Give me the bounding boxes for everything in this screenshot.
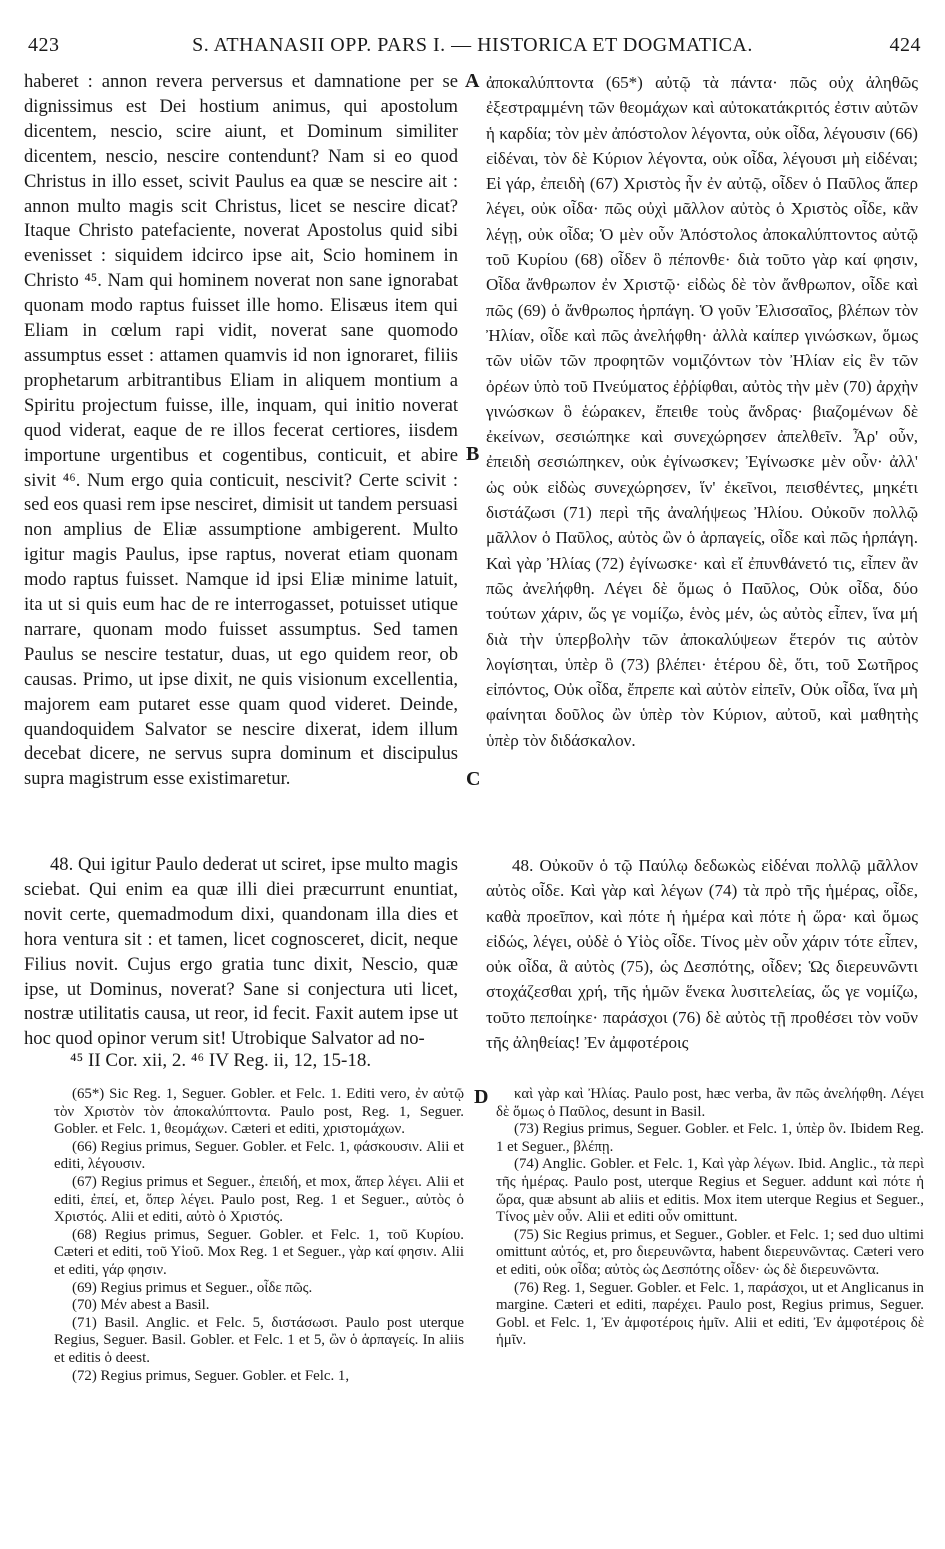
latin-column-section-48 <box>24 853 458 1050</box>
note-item: καὶ γὰρ καὶ Ἠλίας. Paulo post, hæc verba, ἂν πῶς ἀνελήφθη. Λέγει δὲ ὅμως ὁ Παῦλος, desunt in Basil. <box>496 1086 924 1120</box>
note-item: (71) Basil. Anglic. et Felc. 5, διστάσωσι. Paulo post uterque Regius, Seguer. Basil. Gobler. et Felc. 1 et 5, ὢν ὁ ἁρπαγείς. In aliis et editis ὁ deest. <box>54 1314 464 1366</box>
greek-column <box>486 70 918 830</box>
margin-mark-d: D <box>474 1086 489 1108</box>
critical-notes-right <box>496 1086 924 1506</box>
scripture-references: ⁴⁵ II Cor. xii, 2. ⁴⁶ IV Reg. ii, 12, 15-18. <box>70 1050 372 1071</box>
note-item: (73) Regius primus, Seguer. Gobler. et Felc. 1, ὑπὲρ ὃν. Ibidem Reg. 1 et Seguer., βλέπῃ. <box>496 1121 924 1155</box>
greek-paragraph: ἀποκαλύπτοντα (65*) αὐτῷ τὰ πάντα· πῶς οὐχ ἀληθῶς ἐξεστραμμένη τῶν θεομάχων καὶ αὐτοκατάκριτός ἐστιν αὐτῶν ἡ καρδία; τὸν μὲν ἀπόστολον λέγοντα, οὐκ οἶδα, λέγουσιν (66) εἰδέναι, τὸν δὲ Κύριον λέγοντα, οὐκ οἶδα, λέγουσι μὴ εἰδέναι; Εἰ γάρ, ἐπειδὴ (67) Χριστὸς ἦν ἐν αὐτῷ, οἶδεν ὁ Παῦλος ἅπερ λέγει, οὐκ οἶδα· πῶς οὐχὶ μᾶλλον αὐτὸς ὁ Χριστὸς οἶδε, κἂν λέγῃ, οὐκ οἶδα; Ὁ μὲν οὖν Ἀπόστολος ἀποκαλύπτοντος αὐτῷ τοῦ Κυρίου (68) οἶδεν ὃ πέπονθε· διὰ τοῦτο γὰρ καί φησιν, Οἶδα ἄνθρωπον ἐν Χριστῷ· εἰδὼς δὲ τὸν ἄνθρωπον, οἶδε καὶ πῶς (69) ὁ ἄνθρωπος ἡρπάγη. Ὁ γοῦν Ἐλισσαῖος, βλέπων τὸν Ἠλίαν, οἶδε καὶ πῶς ἀνελήφθη· ἀλλὰ καίπερ γινώσκων, ὅμως τῶν υἱῶν τῶν προφητῶν νομιζόντων τὸν Ἠλίαν εἰς ἓν τῶν ὀρέων ὑπὸ τοῦ Πνεύματος ἐῤῥίφθαι, αὐτὸς τὴν μὲν (70) ἀρχὴν γινώσκων ὃ ἑώρακεν, ἔπειθε τοὺς ἄνδρας· βιαζομένων δὲ ἐκείνων, σεσιώπηκε καὶ συνεχώρησεν ἀπελθεῖν. Ἆρ' οὖν, ἐπειδὴ σεσιώπηκεν, οὐκ ἐγίνωσκεν; Ἐγίνωσκε μὲν οὖν· ἀλλ' ὡς οὐκ εἰδὼς συνεχώρησεν, ἵν' ἐκεῖνοι, πεισθέντες, μηκέτι διστάζωσι (71) περὶ τῆς ἀναλήψεως Ἠλίου. Οὐκοῦν πολλῷ μᾶλλον ὁ Παῦλος, αὐτὸς ὢν ὁ ἁρπαγείς, οἶδε καὶ πῶς ἡρπάγη. Καὶ γὰρ Ἠλίας (72) ἐγίνωσκε· καὶ εἴ ἐπυνθάνετό τις, εἶπεν ἂν πῶς ἀνελήφθη. Λέγει δὲ ὅμως ὁ Παῦλος, Οὐκ οἶδα, δύο τούτων χάριν, ὥς γε νομίζω, ἑνὸς μέν, ὡς αὐτὸς εἶπεν, ἵνα μή διὰ τὴν ὑπερβολὴν τῶν ἀποκαλύψεων ἕτερόν τις αὐτὸν λογίσηται, ὑπὲρ ὃ (73) βλέπει· ἑτέρου δὲ, ὅτι, τοῦ Σωτῆρος εἰπόντος, Οὐκ οἶδα, ἔπρεπε καὶ αὐτὸν εἰπεῖν, Οὐκ οἶδα, ἵνα μὴ φαίνηται δοῦλος ὢν ὑπὲρ τὸν Κύριον, αὐτοῦ, καὶ μαθητὴς ὑπὲρ τὸν διδάσκαλον. <box>486 73 918 750</box>
running-header <box>24 30 921 60</box>
note-item: (70) Μέν abest a Basil. <box>72 1297 210 1314</box>
note-item: (75) Sic Regius primus, et Seguer., Gobler. et Felc. 1; sed duo ultimi omittunt αὐτός, et, pro διερευνῶντα, habent διερευνῶντας. Cæteri vero et editi, οὐκ οἶδα; αὐτὸς ὡς Δεσπότης οἶδεν· ὡς δὲ διερευνῶντα. <box>496 1226 924 1278</box>
note-item: (66) Regius primus, Seguer. Gobler. et Felc. 1, φάσκουσιν. Alii et editi, λέγουσιν. <box>54 1138 464 1173</box>
page-number-left: 423 <box>28 34 60 56</box>
note-item: (74) Anglic. Gobler. et Felc. 1, Καὶ γὰρ λέγων. Ibid. Anglic., τὰ περὶ τῆς ἡμέρας. Paulo post, uterque Regius et Seguer. addunt καὶ πότε ἡ ὥρα, quæ absunt ab aliis et editis. Mox item uterque Regius et Seguer., Τίνος μὲν οὖν. Alii et editi οὖν omittunt. <box>496 1156 924 1226</box>
note-item: (65*) Sic Reg. 1, Seguer. Gobler. et Felc. 1. Editi vero, ἐν αὐτῷ τὸν Χριστὸν τὸν ἀποκαλύπτοντα. Paulo post, Reg. 1, Seguer. Gobler. et Felc. 1, θεομάχων. Cæteri et editi, χριστομάχων. <box>54 1086 464 1138</box>
page-number-right: 424 <box>889 34 921 56</box>
note-item: (76) Reg. 1, Seguer. Gobler. et Felc. 1, παράσχοι, ut et Anglicanus in margine. Cæteri et editi, παρέχει. Paulo post, Regius primus, Seguer. Gobl. et Felc. 1, Ἐν ἀμφοτέροις ἡμῖν. Alii et editi, Ἐν ἀμφοτέροις δὲ ἡμῖν. <box>496 1279 924 1349</box>
margin-mark-c: C <box>466 768 481 790</box>
greek-paragraph-48: 48. Οὐκοῦν ὁ τῷ Παύλῳ δεδωκὼς εἰδέναι πολλῷ μᾶλλον αὐτὸς οἶδε. Καὶ γὰρ καὶ λέγων (74) τὰ πρὸ τῆς ἡμέρας, οἶδε, καθὰ προεῖπον, καὶ πότε ἡ ἡμέρα καὶ πότε ἡ ὥρα· καὶ ὅμως εἰδώς, λέγει, οὐδὲ ὁ Υἱὸς οἶδε. Τίνος μὲν οὖν χάριν τότε εἶπεν, οὐκ οἶδα, ἃ αὐτὸς (75), ὡς Δεσπότης, οἶδεν; Ὡς διερευνῶντι στοχάζεσθαι χρή, τῆς ἡμῶν ἕνεκα λυσιτελείας, ὥς γε νομίζω, τοῦτο πεποίηκε· παράσχοι (76) δὲ αὐτὸς τῇ προθέσει τὸν νοῦν τῆς ἀληθείας! Ἐν ἀμφοτέροις <box>486 856 918 1053</box>
greek-column-section-48 <box>486 853 918 1053</box>
latin-paragraph: haberet : annon revera perversus et damnatione per se dignissimus est Dei hostium animus, qui apostolum dicentem, nescio, scire aiunt, et Dominum similiter dicentem, nescio, nescire contendunt? Nam si eo quod Christus in illo esset, scivit Paulus ea quæ se nescire ait : annon multo magis scit Christus, licet se nescire dicat? Itaque Christo patefaciente, noverat Apostolus quid sibi evenisset : siquidem idcirco ipse ait, Scio hominem in Christo ⁴⁵. Nam qui hominem noverat non sane ignorabat quonam modo raptus fuisset ille homo. Elisæus item qui Eliam in cœlum rapi vidit, noverat sane quomodo assumptus esset : attamen quamvis id non ignoraret, filiis prophetarum arbitrantibus Eliam in aliquem montium a Spiritu projectum fuisse, ille, inquam, qui initio noverat quod viderat, eaque de re illos fecerat certiores, iisdem importune urgentibus et cogentibus, conticuit, et abire sivit ⁴⁶. Num ergo quia conticuit, nescivit? Certe scivit : sed eos quasi rem ipse nesciret, dimisit ut tandem persuasi non amplius de Eliæ assumptione ambigerent. Multo igitur magis Paulus, ipse raptus, noverat etiam quonam modo raptus fuisset. Namque id ipsi Eliæ minime latuit, ita ut si quis eum hac de re interrogasset, potuisset utique narrare, quonam modo fuisset assumptus. Sed tamen Paulus se nescire testatur, duas, ut ego quidem reor, ob causas. Primo, ut ipse dixit, ne quis visionum excellentia, majorem eam putaret esse quam quod videret. Deinde, quandoquidem Salvator se nescire dixerat, idem illum decebat dicere, ne servus supra dominum et discipulus supra magistrum esse existimaretur. <box>24 71 458 790</box>
running-title: S. ATHANASII OPP. PARS I. — HISTORICA ET DOGMATICA. <box>192 34 753 56</box>
margin-mark-a: A <box>465 70 480 92</box>
note-item: (72) Regius primus, Seguer. Gobler. et Felc. 1, <box>72 1367 350 1384</box>
margin-mark-b: B <box>466 443 480 465</box>
latin-paragraph-48: 48. Qui igitur Paulo dederat ut sciret, ipse multo magis sciebat. Qui enim ea quæ illi diei præcurrunt enuntiat, novit certe, quemadmodum dixi, quandonam illa dies et hora ventura sit : et tamen, licet cognosceret, dicit, neque Filius novit. Cujus ergo gratia tunc dixit, Nescio, quæ ipse, ut Dominus, noverat? Sane si conjectura uti licet, nostræ utilitatis causa, ut reor, id fecit. Faxit autem ipse ut hoc quod opinor verum sit! Utrobique Salvator ad no- <box>24 854 458 1050</box>
note-item: (69) Regius primus et Seguer., οἶδε πῶς. <box>72 1279 313 1296</box>
note-item: (67) Regius primus et Seguer., ἐπειδή, et mox, ἅπερ λέγει. Alii et editi, ἐπεί, et, ὅπερ λέγει. Paulo post, Reg. 1 et Seguer., αὐτὸς ὁ Χριστός. Alii et editi, αὐτὸ ὁ Χριστός. <box>54 1173 464 1226</box>
note-item: (68) Regius primus, Seguer. Gobler. et Felc. 1, τοῦ Κυρίου. Cæteri et editi, τοῦ Υἱοῦ. Mox Reg. 1 et Seguer., γὰρ καί φησιν. Alii et editi, γάρ φησιν. <box>54 1226 464 1278</box>
critical-notes-left <box>54 1086 464 1536</box>
latin-column <box>24 70 458 845</box>
